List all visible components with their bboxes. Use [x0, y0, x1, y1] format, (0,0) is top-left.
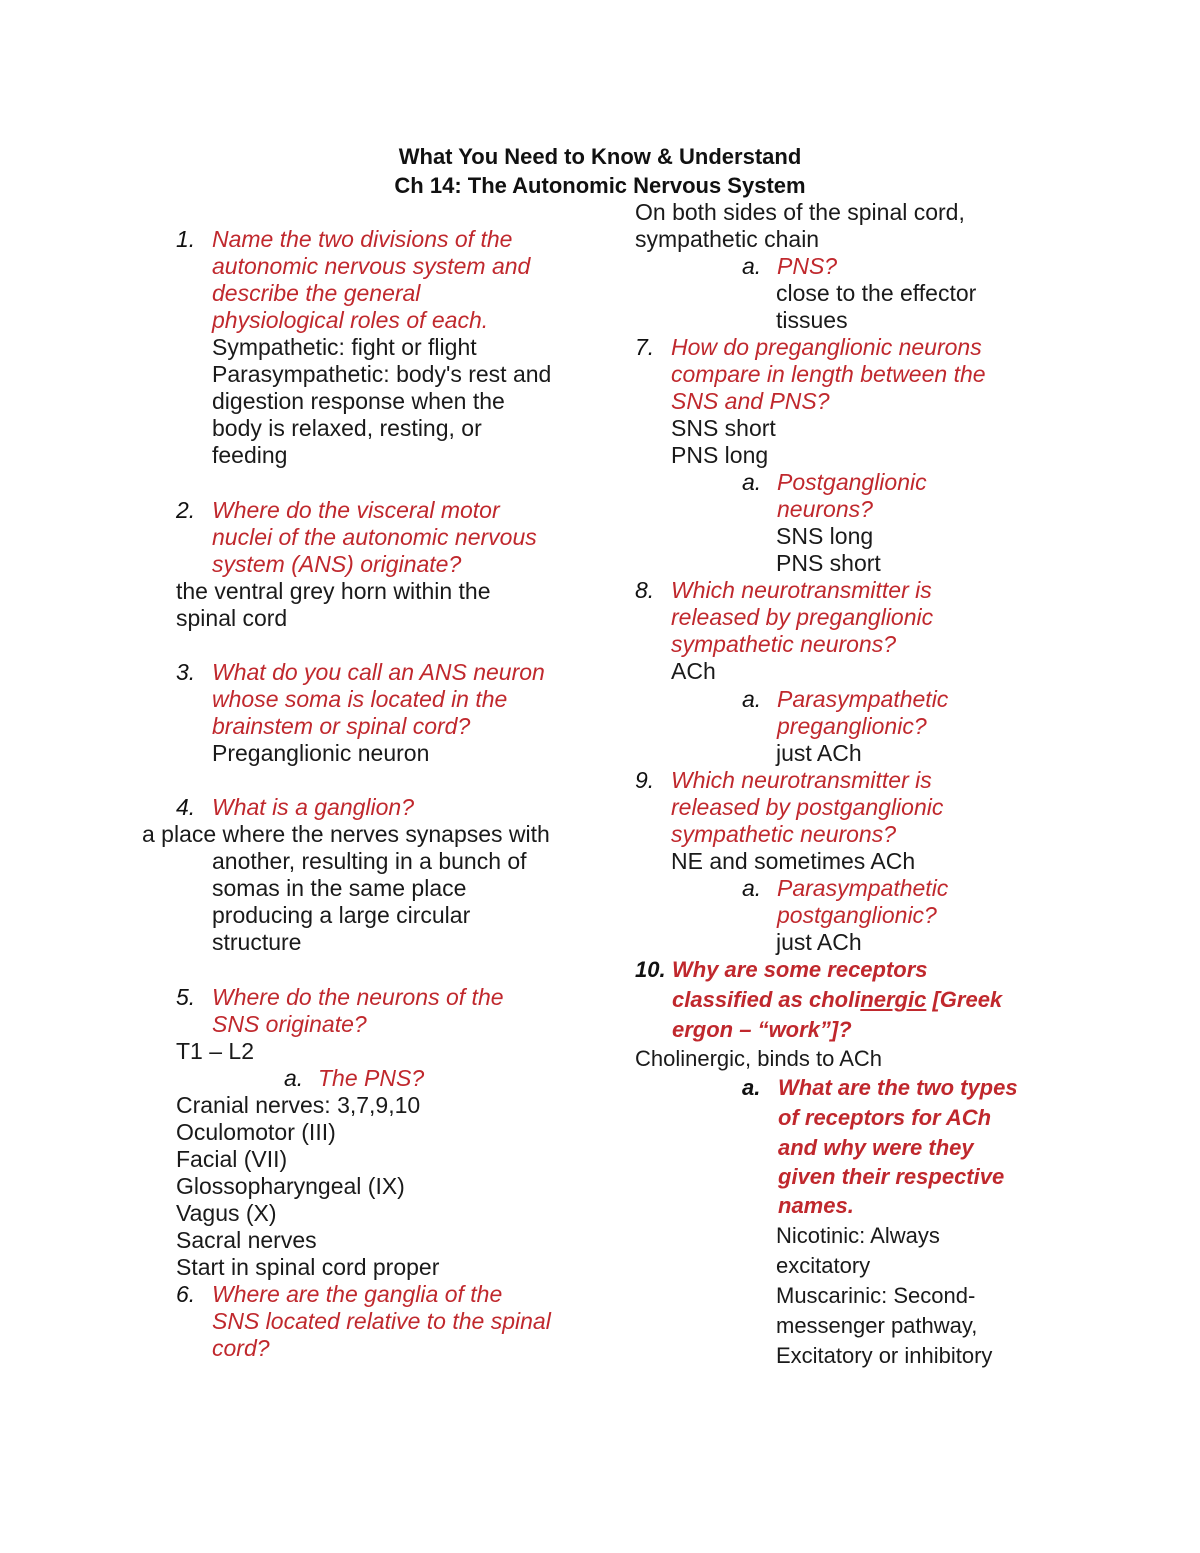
q10-text-part: [Greek — [926, 987, 1003, 1012]
q7-sub-a-question: Postganglionic — [777, 469, 927, 495]
q5-answer-line: T1 – L2 — [176, 1038, 254, 1064]
q5-sub-answer-line: Start in spinal cord proper — [176, 1254, 440, 1280]
q6-answer-line: sympathetic chain — [635, 226, 820, 252]
q3-question-line: What do you call an ANS neuron — [212, 659, 545, 685]
q9-sub-answer-line: just ACh — [776, 929, 862, 955]
q4-answer-line: producing a large circular — [212, 902, 471, 928]
q7-question-line: How do preganglionic neurons — [671, 334, 982, 360]
q7-sub-a-question: neurons? — [777, 496, 873, 522]
q7-sub-answer-line: SNS long — [776, 523, 874, 549]
q9-question-line: Which neurotransmitter is — [671, 767, 932, 793]
q10-sub-answer-line: Nicotinic: Always — [776, 1223, 940, 1248]
q9-number: 9. — [635, 767, 655, 793]
q7-sub-answer-line: PNS short — [776, 550, 881, 576]
q1-answer-line: Parasympathetic: body's rest and — [212, 361, 552, 387]
q2-answer-line: the ventral grey horn within the — [176, 578, 491, 604]
q6-number: 6. — [176, 1281, 196, 1307]
q6-question-line: Where are the ganglia of the — [212, 1281, 503, 1307]
q10-question-line: ergon – “work”]? — [672, 1017, 852, 1042]
q3-number: 3. — [176, 659, 196, 685]
q7-answer-line: SNS short — [671, 415, 776, 441]
q10-sub-a-question: of receptors for ACh — [778, 1105, 992, 1130]
q1-question-line: physiological roles of each. — [212, 307, 489, 333]
q5-sub-a-letter: a. — [284, 1065, 304, 1091]
q10-sub-answer-line: Excitatory or inhibitory — [776, 1343, 993, 1368]
q10-sub-a-question: names. — [778, 1193, 854, 1218]
q2-answer-line: spinal cord — [176, 605, 288, 631]
q8-sub-a-question: preganglionic? — [777, 713, 927, 739]
q10-sub-a-question: given their respective — [778, 1164, 1005, 1189]
document-subtitle: Ch 14: The Autonomic Nervous System — [394, 173, 806, 198]
q10-sub-a-letter: a. — [742, 1075, 761, 1100]
q5-number: 5. — [176, 984, 196, 1010]
q6-sub-answer-line: close to the effector — [776, 280, 977, 306]
q10-answer-line: Cholinergic, binds to ACh — [635, 1046, 883, 1071]
q1-number: 1. — [176, 226, 196, 252]
q9-sub-a-letter: a. — [742, 875, 762, 901]
q10-number: 10. — [635, 957, 666, 982]
q9-question-line: released by postganglionic — [671, 794, 944, 820]
q1-question-line: describe the general — [212, 280, 421, 306]
q6-question-line: cord? — [212, 1335, 270, 1361]
q10-sub-answer-line: Muscarinic: Second- — [776, 1283, 976, 1308]
q4-answer-line: another, resulting in a bunch of — [212, 848, 527, 874]
q5-sub-answer-line: Glossopharyngeal (IX) — [176, 1173, 405, 1199]
q10-sub-a-question: and why were they — [778, 1135, 974, 1160]
q8-number: 8. — [635, 577, 655, 603]
q7-question-line: compare in length between the — [671, 361, 986, 387]
q10-question-line — [672, 985, 1002, 1015]
q2-number: 2. — [176, 497, 196, 523]
q5-sub-a-question: The PNS? — [318, 1065, 425, 1091]
q7-number: 7. — [635, 334, 655, 360]
q10-text-part: classified as choli — [672, 987, 861, 1012]
q10-question-line: Why are some receptors — [672, 957, 928, 982]
q7-sub-a-letter: a. — [742, 469, 762, 495]
q6-sub-a-letter: a. — [742, 253, 762, 279]
q3-question-line: whose soma is located in the — [212, 686, 508, 712]
q5-sub-answer-line: Oculomotor (III) — [176, 1119, 336, 1145]
document-title: What You Need to Know & Understand — [398, 144, 802, 169]
q3-answer-line: Preganglionic neuron — [212, 740, 430, 766]
q8-answer-line: ACh — [671, 658, 716, 684]
q10-sub-a-question: What are the two types — [778, 1075, 1018, 1100]
q9-answer-line: NE and sometimes ACh — [671, 848, 916, 874]
q6-question-line: SNS located relative to the spinal — [212, 1308, 551, 1334]
q1-answer-line: Sympathetic: fight or flight — [212, 334, 477, 360]
q1-answer-line: digestion response when the — [212, 388, 505, 414]
q5-sub-answer-line: Sacral nerves — [176, 1227, 317, 1253]
q10-sub-answer-line: messenger pathway, — [776, 1313, 978, 1338]
q2-question-line: Where do the visceral motor — [212, 497, 500, 523]
q8-sub-a-question: Parasympathetic — [777, 686, 949, 712]
q9-sub-a-question: postganglionic? — [777, 902, 937, 928]
q4-question-line: What is a ganglion? — [212, 794, 415, 820]
q8-sub-a-letter: a. — [742, 686, 762, 712]
q1-question-line: Name the two divisions of the — [212, 226, 513, 252]
q4-answer-line: structure — [212, 929, 302, 955]
q4-answer-line: somas in the same place — [212, 875, 467, 901]
q8-question-line: sympathetic neurons? — [671, 631, 897, 657]
q8-sub-answer-line: just ACh — [776, 740, 862, 766]
q5-sub-answer-line: Vagus (X) — [176, 1200, 277, 1226]
q4-number: 4. — [176, 794, 196, 820]
q6-sub-a-question: PNS? — [777, 253, 838, 279]
q8-question-line: Which neurotransmitter is — [671, 577, 932, 603]
q9-question-line: sympathetic neurons? — [671, 821, 897, 847]
q8-question-line: released by preganglionic — [671, 604, 934, 630]
q7-answer-line: PNS long — [671, 442, 769, 468]
q2-question-line: nuclei of the autonomic nervous — [212, 524, 537, 550]
q10-sub-answer-line: excitatory — [776, 1253, 871, 1278]
q6-answer-line: On both sides of the spinal cord, — [635, 199, 965, 225]
q5-question-line: Where do the neurons of the — [212, 984, 504, 1010]
q1-answer-line: feeding — [212, 442, 288, 468]
q2-question-line: system (ANS) originate? — [212, 551, 462, 577]
q5-sub-answer-line: Cranial nerves: 3,7,9,10 — [176, 1092, 421, 1118]
q1-answer-line: body is relaxed, resting, or — [212, 415, 482, 441]
q10-underlined-text: nergic — [860, 987, 927, 1012]
q1-question-line: autonomic nervous system and — [212, 253, 531, 279]
q9-sub-a-question: Parasympathetic — [777, 875, 949, 901]
q5-question-line: SNS originate? — [212, 1011, 367, 1037]
q7-question-line: SNS and PNS? — [671, 388, 830, 414]
q4-answer-line: a place where the nerves synapses with — [142, 821, 550, 847]
q5-sub-answer-line: Facial (VII) — [176, 1146, 288, 1172]
q3-question-line: brainstem or spinal cord? — [212, 713, 471, 739]
q6-sub-answer-line: tissues — [776, 307, 848, 333]
